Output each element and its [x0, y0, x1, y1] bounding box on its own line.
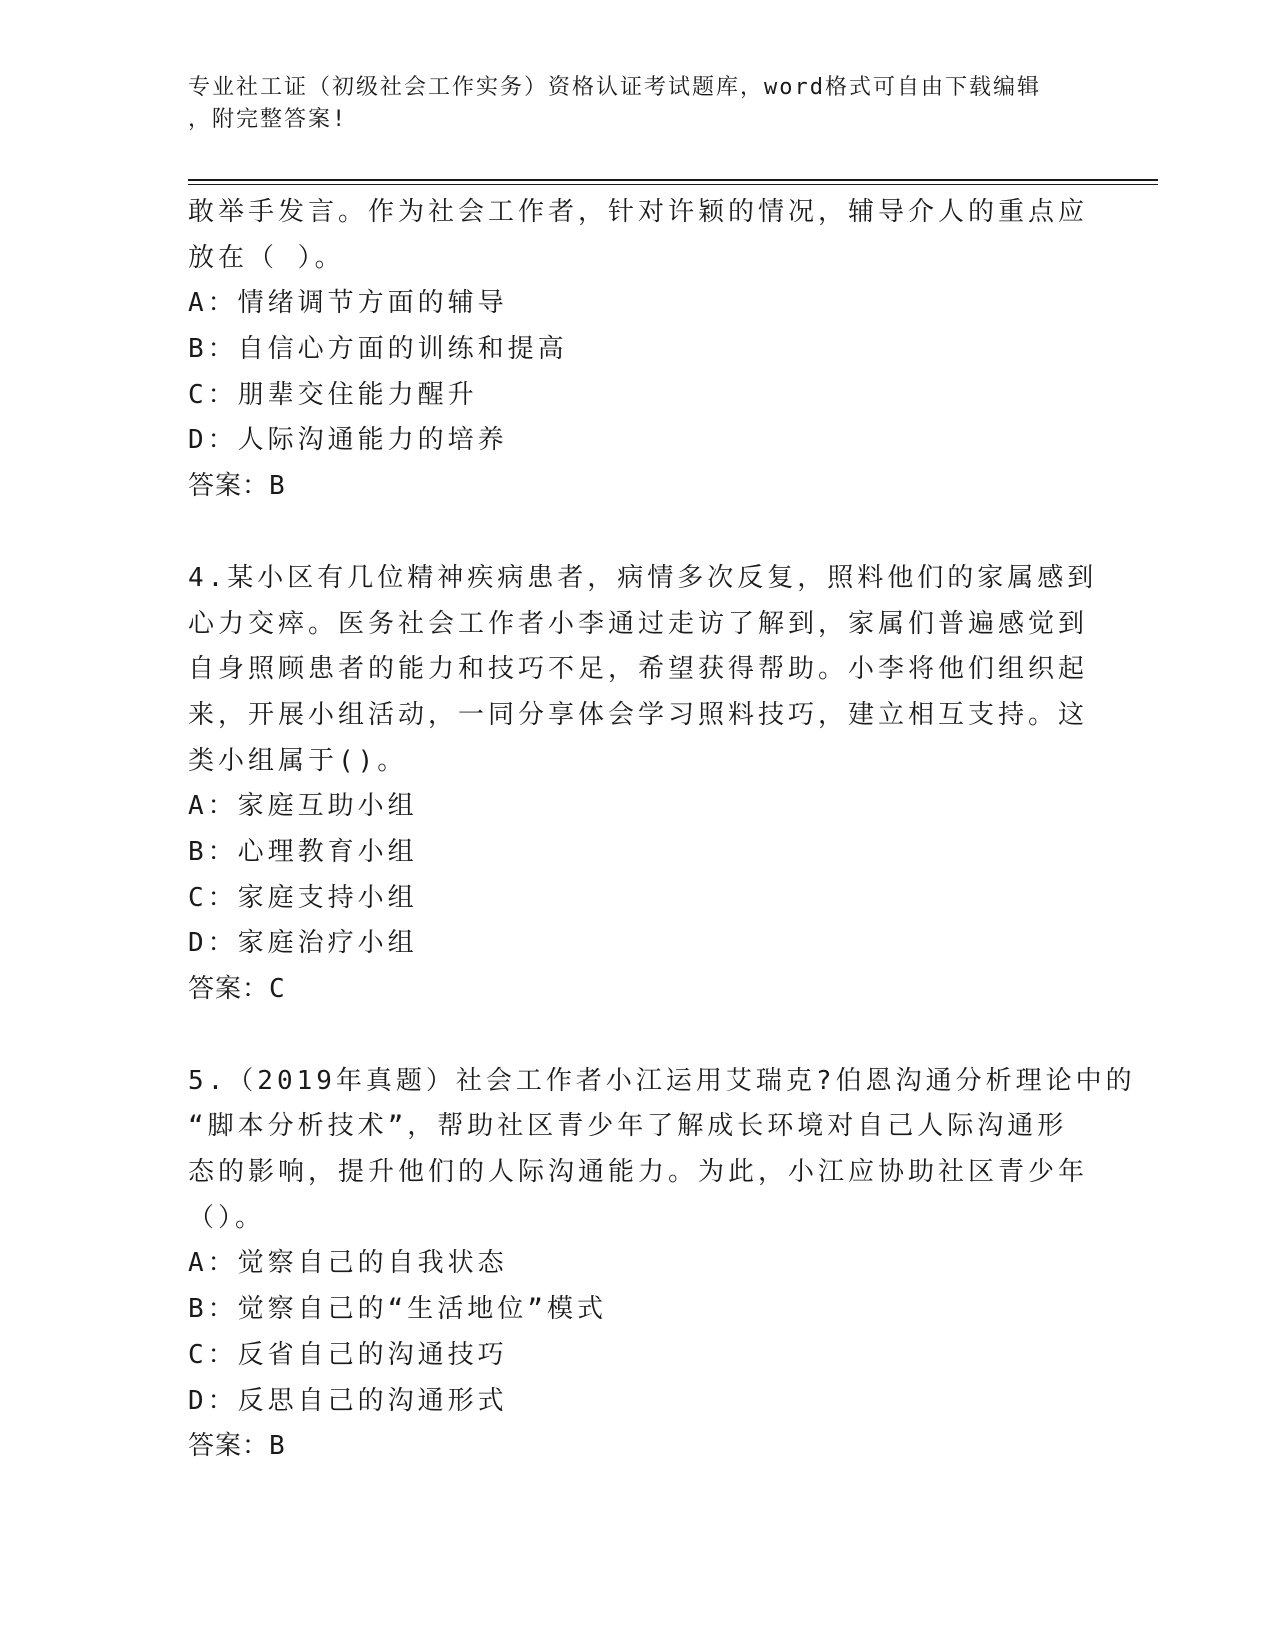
option-c: C：朋辈交住能力醒升	[188, 379, 478, 410]
option-d: D：人际沟通能力的培养	[188, 425, 508, 456]
question-stem-line: 类小组属于()。	[188, 745, 408, 776]
question-stem-line: 敢举手发言。作为社会工作者，针对许颖的情况，辅导介人的重点应	[188, 197, 1089, 227]
option-d: D：反思自己的沟通形式	[188, 1385, 508, 1416]
option-c: C：反省自己的沟通技巧	[188, 1339, 508, 1370]
question-3	[188, 190, 1088, 510]
question-stem-line: （）。	[188, 1202, 266, 1233]
option-d: D：家庭治疗小组	[188, 928, 418, 959]
answer-line: 答案：B	[188, 471, 286, 502]
option-a: A：情绪调节方面的辅导	[188, 288, 508, 319]
question-gap	[188, 1013, 1088, 1059]
answer-line: 答案：B	[188, 1431, 286, 1462]
question-stem-line: 心力交瘁。医务社会工作者小李通过走访了解到，家属们普遍感觉到	[188, 608, 1089, 639]
answer-line: 答案：C	[188, 974, 286, 1004]
question-stem-line: “脚本分析技术”，帮助社区青少年了解成长环境对自己人际沟通形	[188, 1111, 1068, 1142]
header-line-2: ，附完整答案!	[188, 107, 348, 132]
question-stem-line: 态的影响，提升他们的人际沟通能力。为此，小江应协助社区青少年	[188, 1157, 1089, 1188]
header-divider-thin	[188, 184, 1158, 185]
question-gap	[188, 510, 1088, 556]
header-divider-thick	[188, 179, 1158, 181]
option-a: A：觉察自己的自我状态	[188, 1248, 508, 1279]
question-stem-line: 5.（2019年真题）社会工作者小江运用艾瑞克?伯恩沟通分析理论中的	[188, 1065, 1136, 1096]
option-b: B：自信心方面的训练和提高	[188, 334, 568, 365]
question-content	[188, 190, 1136, 1470]
question-stem-line: 4.某小区有几位精神疾病患者，病情多次反复，照料他们的家属感到	[188, 562, 1098, 593]
question-stem-line: 放在（ ）。	[188, 242, 345, 273]
question-stem-line: 来，开展小组活动，一同分享体会学习照料技巧，建立相互支持。这	[188, 699, 1089, 730]
header-line-1: 专业社工证（初级社会工作实务）资格认证考试题库，word格式可自由下载编辑	[188, 75, 1041, 100]
option-b: B：觉察自己的“生活地位”模式	[188, 1294, 607, 1325]
option-a: A：家庭互助小组	[188, 791, 418, 822]
question-4	[188, 556, 1098, 1013]
question-5	[188, 1059, 1136, 1470]
option-b: B：心理教育小组	[188, 836, 418, 867]
document-header	[188, 72, 1078, 136]
option-c: C：家庭支持小组	[188, 882, 418, 913]
question-stem-line: 自身照顾患者的能力和技巧不足，希望获得帮助。小李将他们组织起	[188, 654, 1089, 685]
